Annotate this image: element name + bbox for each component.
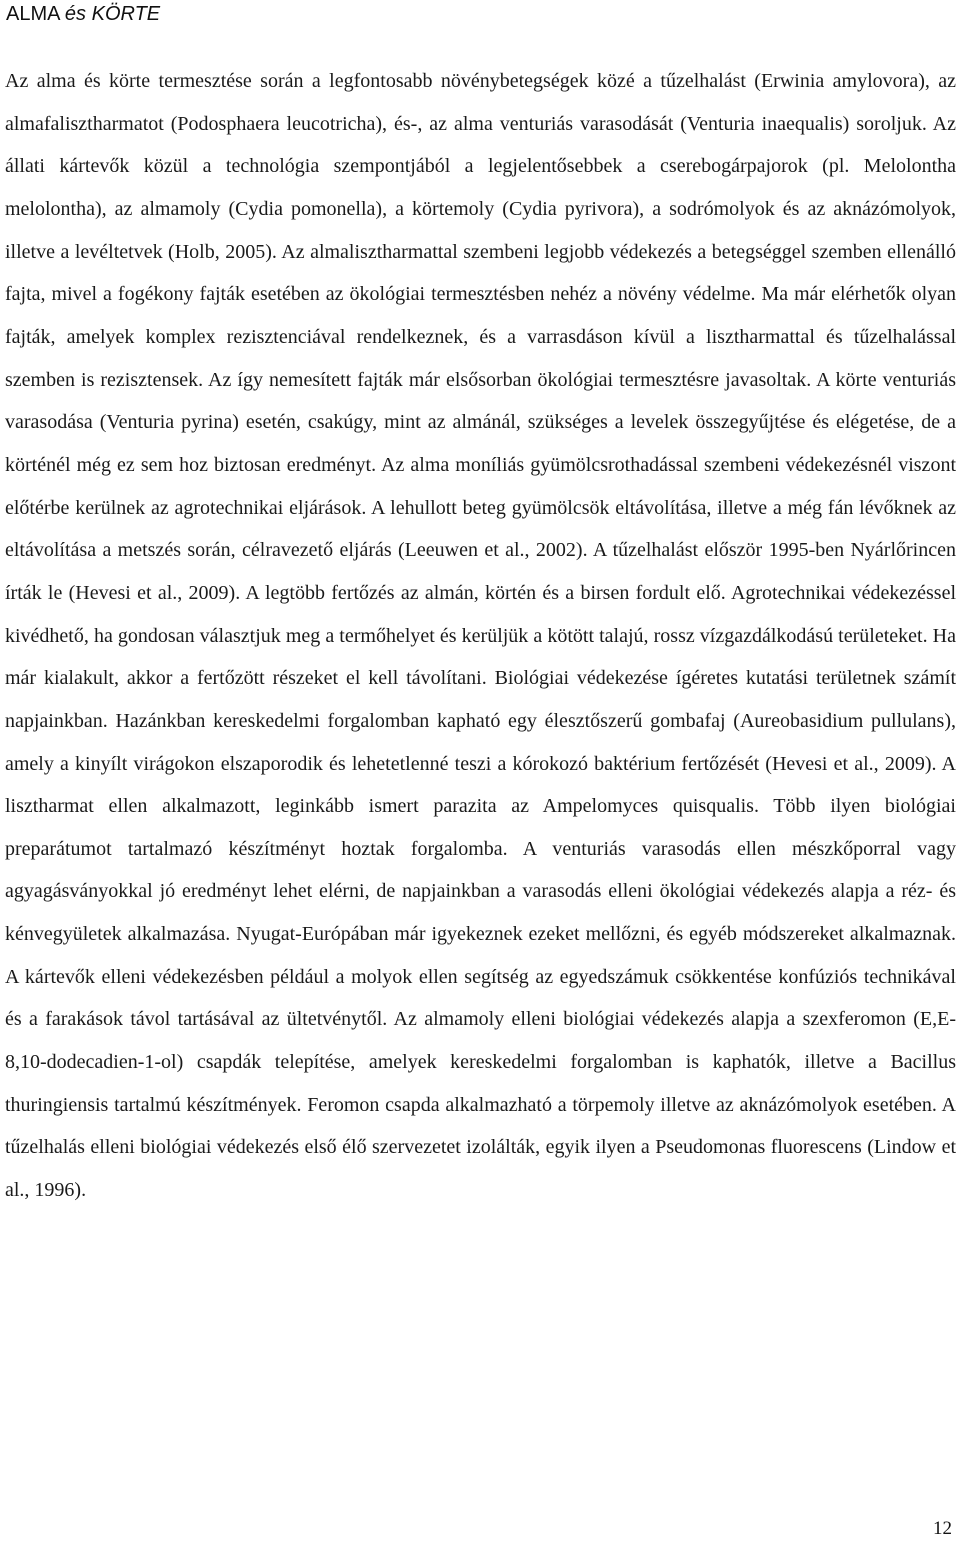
- page-number: 12: [933, 1518, 952, 1539]
- sentence-16: A kártevők elleni védekezésben például a molyok ellen segítség az egyedszámuk csökkentése konfúziós technikával és a farakások távol tartásával az ültetvénytől.: [5, 965, 956, 1031]
- sentence-7: A tűzelhalást először 1995-ben Nyárlőrincen írták le (Hevesi et al., 2009). A legtöbb fertőzés az almán, körtén és a birsen fordult elő.: [5, 539, 956, 604]
- title-main: ALMA: [6, 3, 60, 25]
- sentence-19: A tűzelhalás elleni biológiai védekezés első élő szervezetet izolálták, egyik ilyen a Pseudomonas fluorescens (Lindow et al., 1996).: [5, 1093, 957, 1202]
- sentence-17: Az almamoly elleni biológiai védekezés alapja a szexferomon (E,E-8,10-dodecadien-1-ol) csapdák telepítése, amelyek kereskedelmi forgalomban is kaphatók, illetve a Bacillus thuringiensis tartalmú készítmények.: [5, 1008, 956, 1116]
- sentence-6: A lehullott beteg gyümölcsök eltávolítása, illetve a még fán lévőknek az eltávolítása a metszés során, célravezető eljárás (Leeuwen et al., 2002).: [5, 496, 956, 562]
- body-paragraph: [5, 60, 956, 1212]
- sentence-9: Ha már kialakult, akkor a fertőzött részeket el kell távolítani.: [5, 624, 956, 690]
- sentence-8: Agrotechnikai védekezéssel kivédhető, ha gondosan választjuk meg a termőhelyet és kerüljük a kötött talajú, rossz vízgazdálkodású területeket.: [5, 581, 957, 647]
- sentence-10: Biológiai védekezése ígéretes kutatási területnek számít napjainkban.: [5, 667, 956, 732]
- sentence-13: Több ilyen biológiai preparátumot tartalmazó készítményt hoztak forgalomba.: [5, 795, 956, 860]
- sentence-15: Nyugat-Európában már igyekeznek ezeket mellőzni, és egyéb módszereket alkalmaznak.: [230, 923, 956, 946]
- sentence-11: Hazánkban kereskedelmi forgalomban kapható egy élesztőszerű gombafaj (Aureobasidium pullulans), amely a kinyílt virágokon elszaporodik és lehetetlenné teszi a kórokozó baktérium fertőzését (Hevesi et al., 2009).: [5, 709, 956, 775]
- sentence-5: Az alma moníliás gyümölcsrothadással szembeni védekezésnél viszont előtérbe kerülnek az agrotechnikai eljárások.: [5, 453, 956, 519]
- sentence-18: Feromon csapda alkalmazható a törpemoly illetve az aknázómolyok esetében.: [301, 1093, 937, 1116]
- sentence-3: Ma már elérhetők olyan fajták, amelyek komplex rezisztenciával rendelkeznek, és a varrasdáson kívül a lisztharmattal és tűzelhalással szemben is rezisztensek. Az így nemesített fajták már elsősorban ökológiai termesztésre javasoltak.: [5, 283, 957, 391]
- sentence-4: A körte venturiás varasodása (Venturia pyrina) esetén, csakúgy, mint az almánál, szükséges a levelek összegyűjtése és elégetése, de a körténél még ez sem hoz biztosan eredményt.: [5, 368, 956, 476]
- section-title: [6, 2, 160, 26]
- title-italic: és KÖRTE: [64, 3, 161, 25]
- sentence-2: Az almalisztharmattal szembeni legjobb védekezés a betegséggel szemben ellenálló fajta, mivel a fogékony fajták esetében az ökológiai termesztésben nehéz a növény védelme.: [5, 240, 956, 306]
- sentence-1: Az alma és körte termesztése során a legfontosabb növénybetegségek közé a tűzelhalást (Erwinia amylovora), az almafalisztharmatot (Podosphaera leucotricha), és-, az alma venturiás varasodását (Venturia inaequalis) soroljuk. Az állati kártevők közül a technológia szempontjából a legjelentősebbek a cserebogárpajorok (pl. Melolontha melolontha), az almamoly (Cydia pomonella), a körtemoly (Cydia pyrivora), a sodrómolyok és az aknázómolyok, illetve a levéltetvek (Holb, 2005).: [5, 70, 956, 263]
- sentence-14: A venturiás varasodás ellen mészkőporral vagy agyagásványokkal jó eredményt lehet elérni, de napjainkban a varasodás elleni ökológiai védekezés alapja a réz- és kénvegyületek alkalmazása.: [5, 837, 957, 946]
- sentence-12: A lisztharmat ellen alkalmazott, leginkább ismert parazita az Ampelomyces quisqualis.: [5, 752, 956, 818]
